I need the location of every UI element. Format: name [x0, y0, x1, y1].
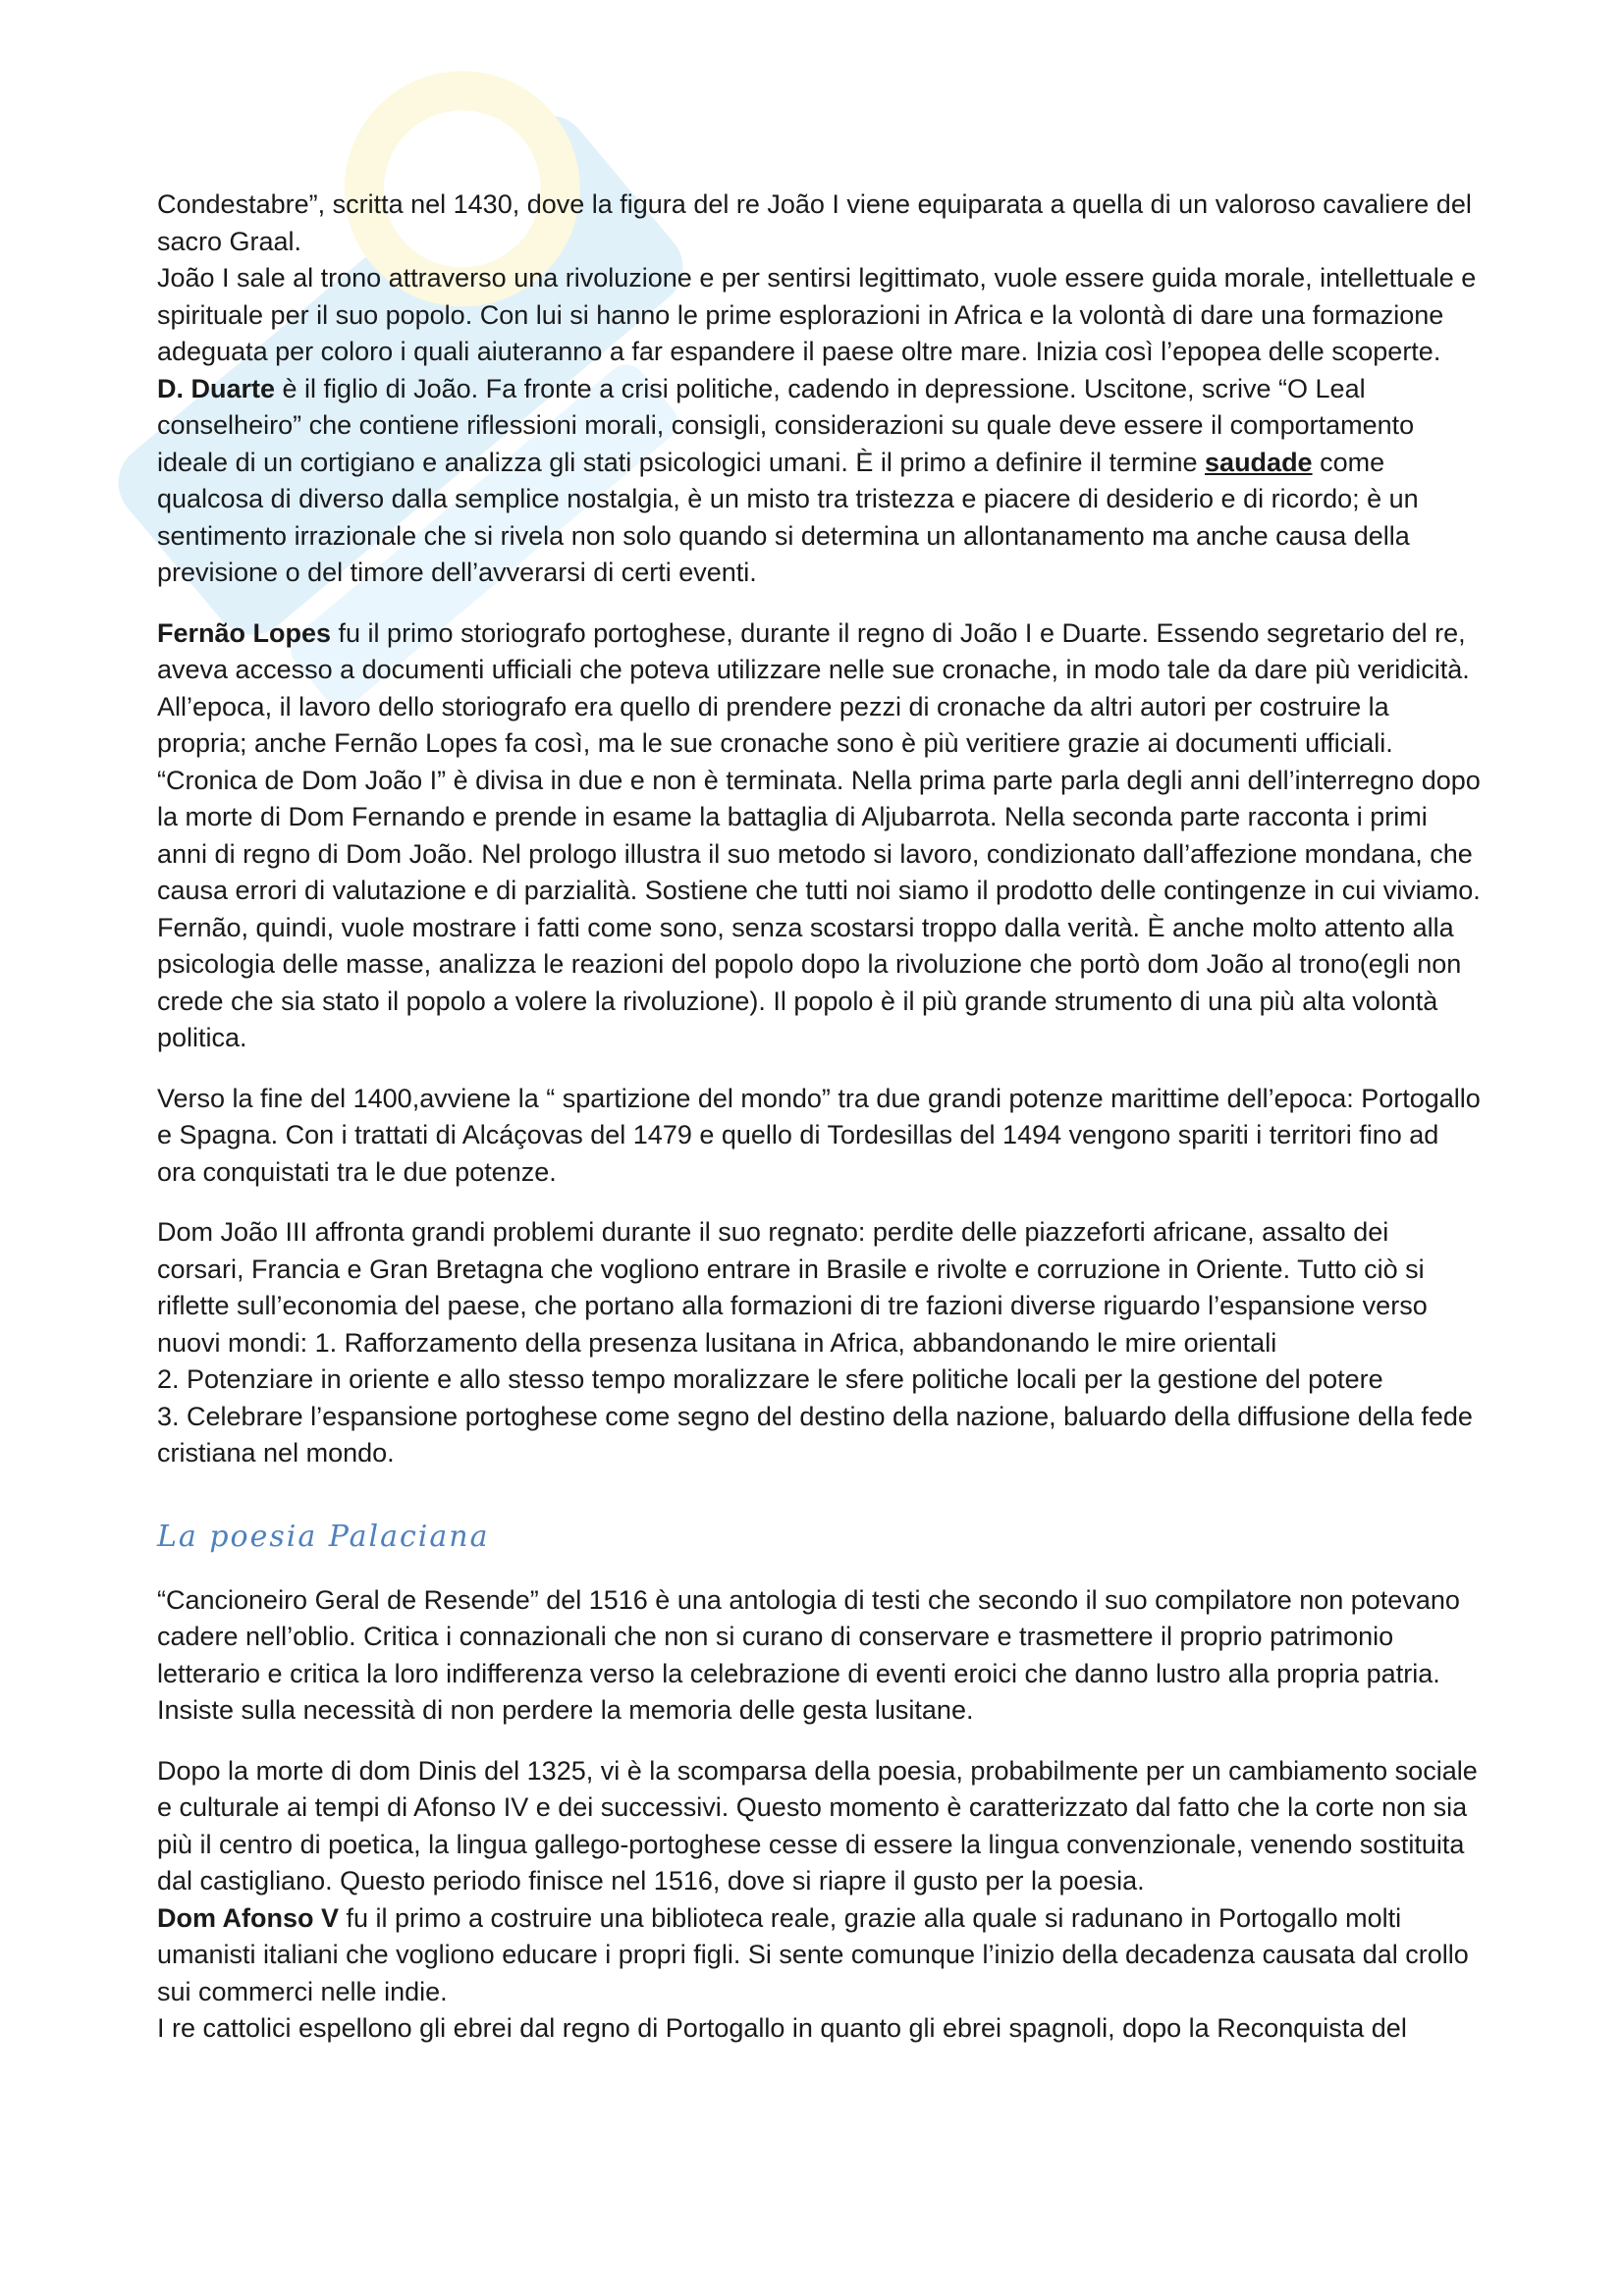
paragraph-text: I re cattolici espellono gli ebrei dal regno di Portogallo in quanto gli ebrei spagnoli, dopo la Reconquista del: [157, 2013, 1407, 2043]
bold-name: Fernão Lopes: [157, 617, 332, 648]
paragraph-text: fu il primo storiografo portoghese, durante il regno di João I e Duarte. Essendo segretario del re, aveva accesso a documenti ufficiali che poteva utilizzare nelle sue cronache, in modo tale da dare più veridicità. All’epoca, il lavoro dello storiografo era quello di prendere pezzi di cronache da altri autori per costruire la propria; anche Fernão Lopes fa così, ma le sue cronache sono è più veritiere grazie ai documenti ufficiali. “Cronica de Dom João I” è divisa in due e non è terminata. Nella prima parte parla degli anni dell’interregno dopo la morte di Dom Fernando e prende in esame la battaglia di Aljubarrota. Nella seconda parte racconta i primi anni di regno di Dom João. Nel prologo illustra il suo metodo si lavoro, condizionato dall’affezione mondana, che causa errori di valutazione e di parzialità. Sostiene che tutti noi siamo il prodotto delle contingenze in cui viviamo. Fernão, quindi, vuole mostrare i fatti come sono, senza scostarsi troppo dalla verità. È anche molto attento alla psicologia delle masse, analizza le reazioni del popolo dopo la rivoluzione che portò dom João al trono(egli non crede che sia stato il popolo a volere la rivoluzione). Il popolo è il più grande strumento di una più alta volontà politica.: [157, 617, 1481, 1052]
paragraph-joao-i: [157, 260, 1483, 371]
paragraph-fernao-lopes: [157, 615, 1483, 1057]
paragraph-duarte: [157, 371, 1483, 592]
paragraph-re-cattolici: [157, 2010, 1483, 2048]
paragraph-text: come qualcosa di diverso dalla semplice nostalgia, è un misto tra tristezza e piacere di desiderio e di ricordo; è un sentimento irrazionale che si rivela non solo quando si determina un allontanamento ma anche causa della previsione o del timore dell’avverarsi di certi eventi.: [157, 447, 1419, 587]
paragraph-text: fu il primo a costruire una biblioteca reale, grazie alla quale si radunano in Portogallo molti umanisti italiani che vogliono educare i propri figli. Si sente comunque l’inizio della decadenza causata dal crollo sui commerci nelle indie.: [157, 1902, 1469, 2006]
paragraph-condestabre: [157, 187, 1483, 260]
paragraph-text: Dom João III affronta grandi problemi durante il suo regnato: perdite delle piazzeforti africane, assalto dei corsari, Francia e Gran Bretagna che vogliono entrare in Brasile e rivolte e corruzione in Oriente. Tutto ciò si riflette sull’economia del paese, che portano alla formazioni di tre fazioni diverse riguardo l’espansione verso nuovi mondi: 1. Rafforzamento della presenza lusitana in Africa, abbandonando le mire orientali: [157, 1217, 1428, 1358]
paragraph-text: è il figlio di João. Fa fronte a crisi politiche, cadendo in depressione. Uscitone, scrive “O Leal conselheiro” che contiene riflessioni morali, consigli, considerazioni su quale deve essere il comportamento ideale di un cortigiano e analizza gli stati psicologici umani. È il primo a definire il termine: [157, 373, 1415, 477]
bold-name: D. Duarte: [157, 373, 276, 403]
term-saudade: saudade: [1205, 447, 1313, 477]
paragraph-text: Condestabre”, scritta nel 1430, dove la figura del re João I viene equiparata a quella di un valoroso cavaliere del sacro Graal.: [157, 189, 1472, 256]
paragraph-dom-dinis: [157, 1753, 1483, 1900]
paragraph-cancioneiro: [157, 1582, 1483, 1730]
paragraph-spartizione: [157, 1081, 1483, 1192]
paragraph-text: “Cancioneiro Geral de Resende” del 1516 è una antologia di testi che secondo il suo compilatore non potevano cadere nell’oblio. Critica i connazionali che non si curano di conservare e trasmettere il proprio patrimonio letterario e critica la loro indifferenza verso la celebrazione di eventi eroici che danno lustro alla propria patria. Insiste sulla necessità di non perdere la memoria delle gesta lusitane.: [157, 1584, 1460, 1725]
list-item: 2. Potenziare in oriente e allo stesso tempo moralizzare le sfere politiche locali per la gestione del potere: [157, 1364, 1383, 1394]
paragraph-joao-iii: [157, 1214, 1483, 1472]
paragraph-text: João I sale al trono attraverso una rivoluzione e per sentirsi legittimato, vuole essere guida morale, intellettuale e spirituale per il suo popolo. Con lui si hanno le prime esplorazioni in Africa e la volontà di dare una formazione adeguata per coloro i quali aiuteranno a far espandere il paese oltre mare. Inizia così l’epopea delle scoperte.: [157, 263, 1477, 366]
bold-name: Dom Afonso V: [157, 1902, 339, 1933]
document-page: [157, 187, 1483, 2048]
section-heading: La poesia Palaciana: [157, 1519, 490, 1554]
paragraph-text: Verso la fine del 1400,avviene la “ spartizione del mondo” tra due grandi potenze marittime dell’epoca: Portogallo e Spagna. Con i trattati di Alcáçovas del 1479 e quello di Tordesillas del 1494 vengono spariti i territori fino ad ora conquistati tra le due potenze.: [157, 1083, 1481, 1187]
paragraph-afonso-v: [157, 1900, 1483, 2011]
paragraph-text: Dopo la morte di dom Dinis del 1325, vi è la scomparsa della poesia, probabilmente per un cambiamento sociale e culturale ai tempi di Afonso IV e dei successivi. Questo momento è caratterizzato dal fatto che la corte non sia più il centro di poetica, la lingua gallego-portoghese cesse di essere la lingua convenzionale, venendo sostituita dal castigliano. Questo periodo finisce nel 1516, dove si riapre il gusto per la poesia.: [157, 1755, 1478, 1896]
list-item: 3. Celebrare l’espansione portoghese come segno del destino della nazione, baluardo della diffusione della fede cristiana nel mondo.: [157, 1401, 1473, 1468]
